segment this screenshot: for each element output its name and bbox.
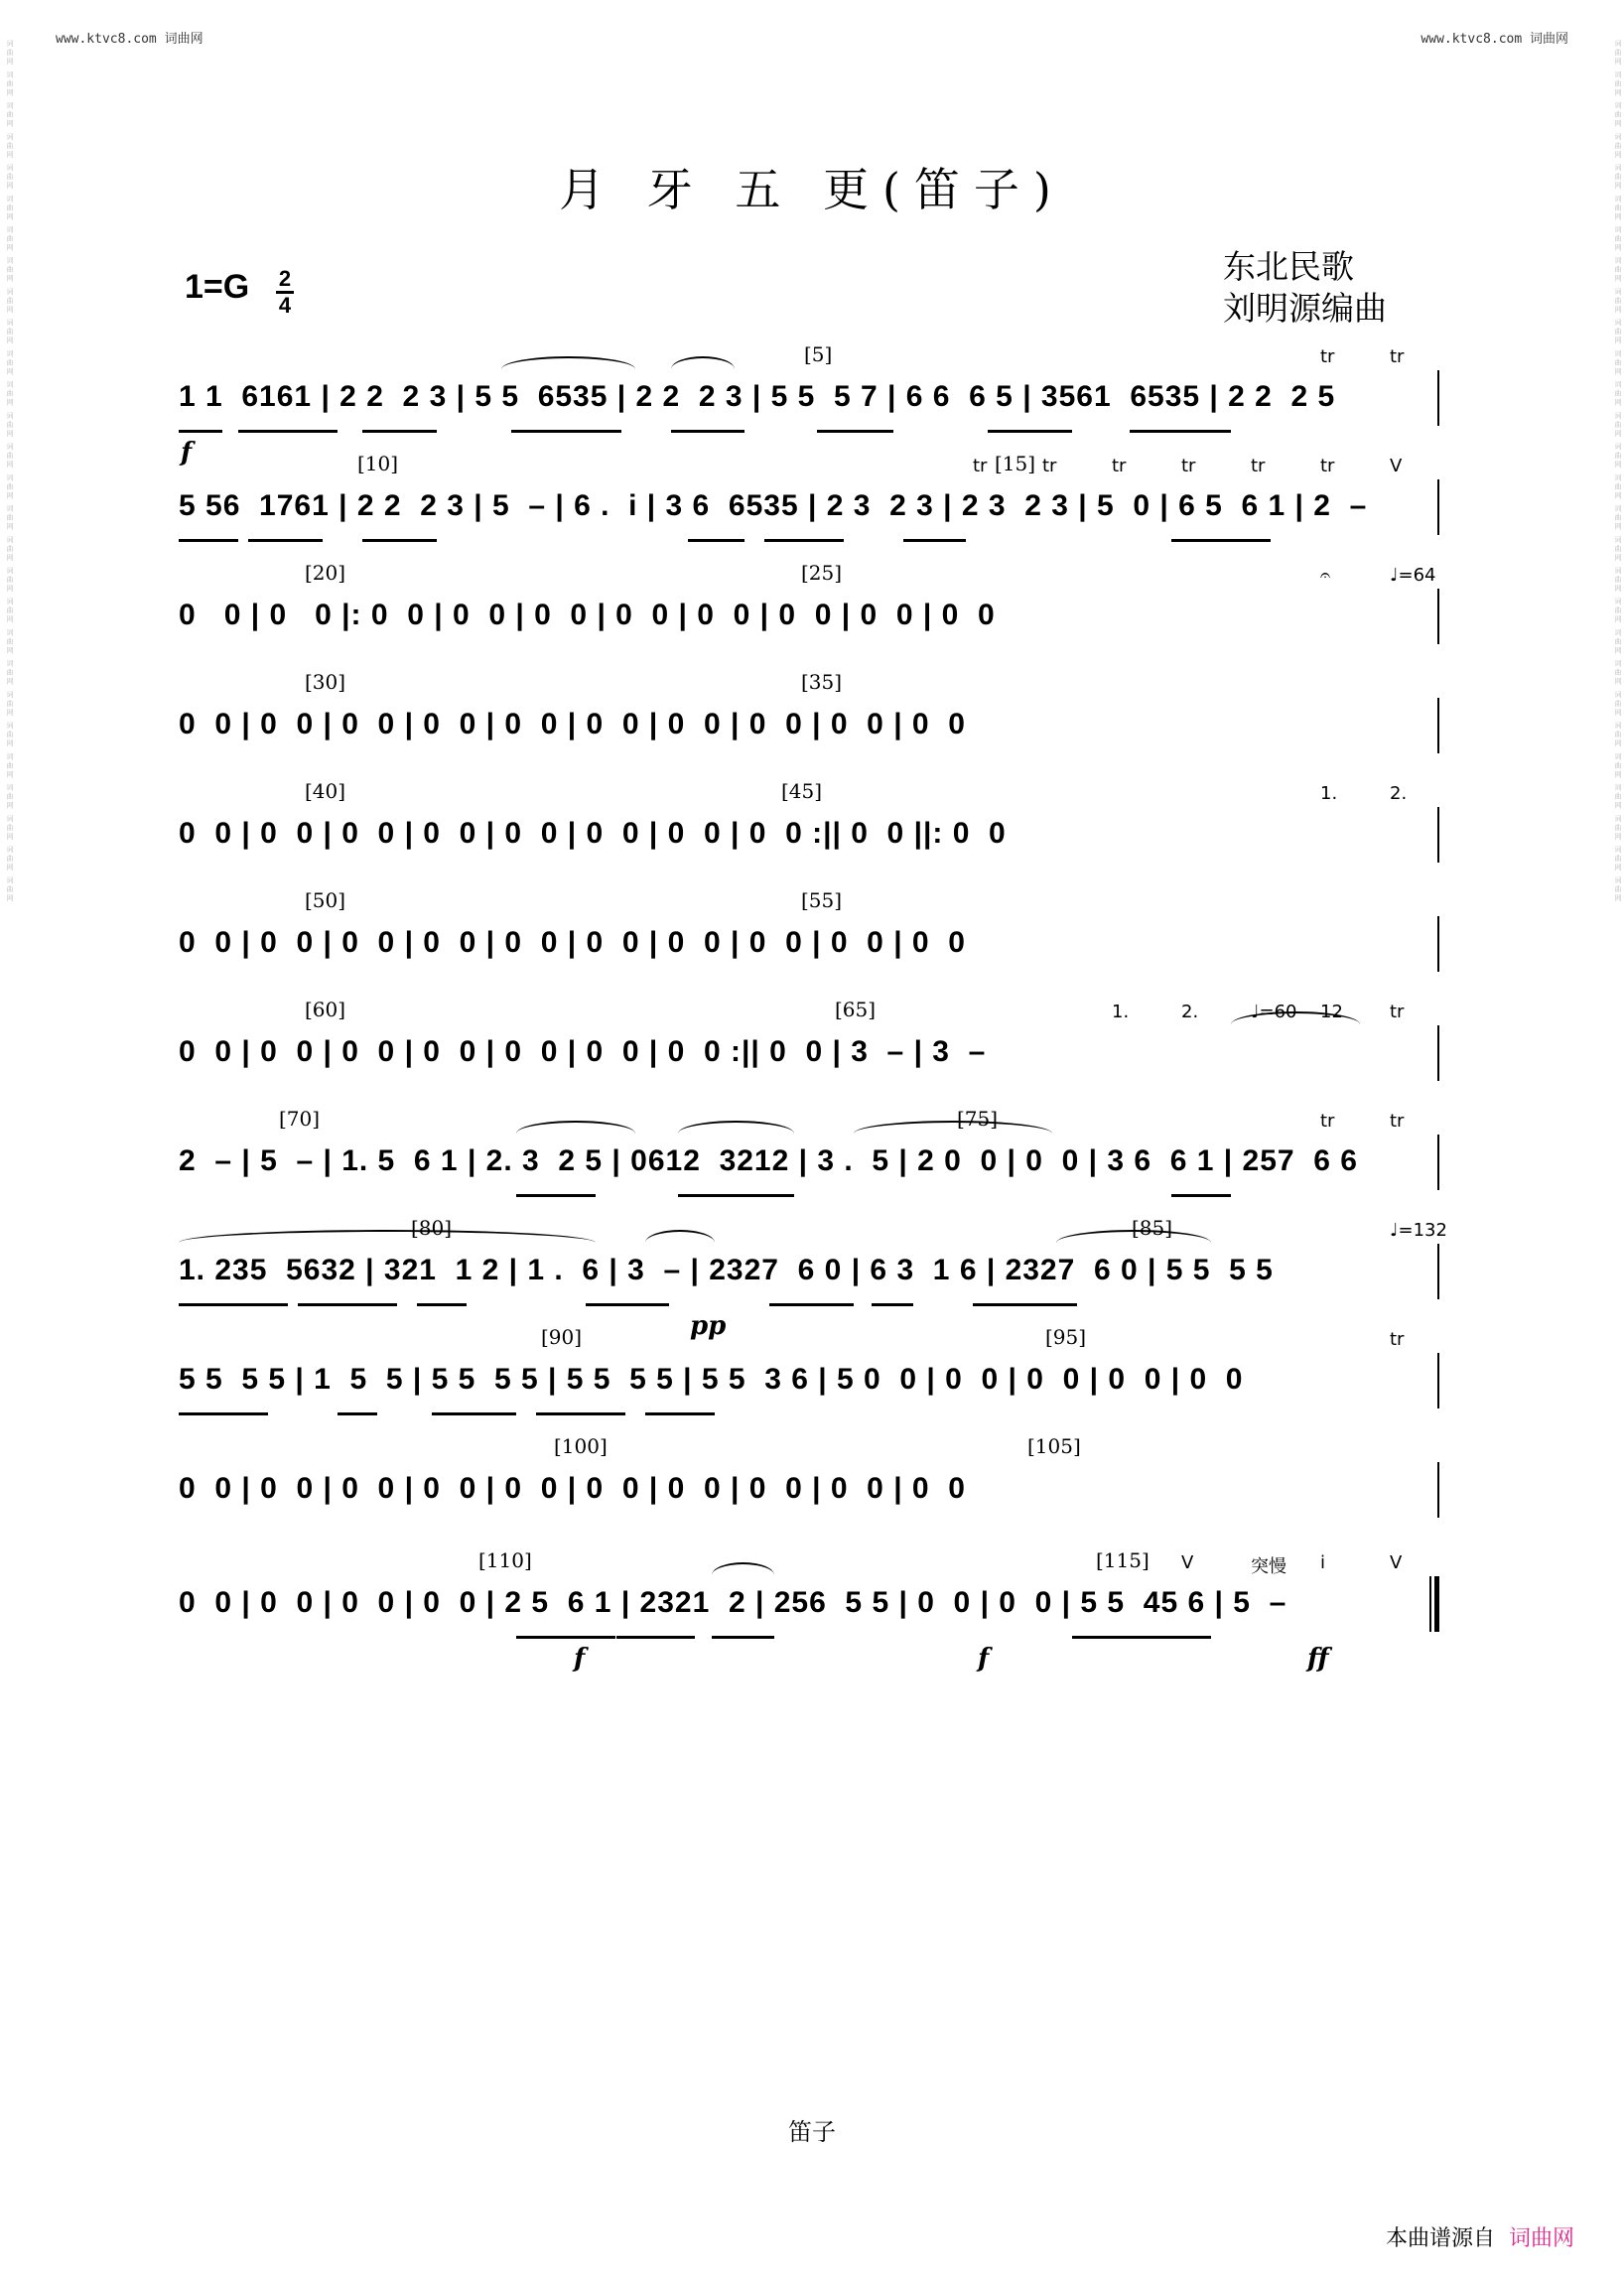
beam-underline [1171, 1194, 1231, 1197]
notes-text: 5 5 5 5 | 1 5 5 | 5 5 5 5 | 5 5 5 5 | 5 5 3 6 | 5 0 0 | 0 0 | 0 0 | 0 0 | 0 0 [179, 1363, 1244, 1396]
performance-mark: tr [1251, 456, 1266, 476]
performance-mark: ♩=132 [1390, 1220, 1447, 1241]
notes-text: 0 0 | 0 0 |: 0 0 | 0 0 | 0 0 | 0 0 | 0 0 | 0 0 | 0 0 | 0 0 [179, 599, 996, 631]
measure-number: [20] [305, 561, 346, 585]
score-line [179, 452, 1439, 561]
measure-number: [115] [1096, 1548, 1150, 1572]
slur [645, 1230, 715, 1256]
measure-number: [45] [781, 779, 823, 803]
measure-number: [75] [957, 1107, 999, 1131]
beam-underline [511, 430, 621, 433]
notes-text: 0 0 | 0 0 | 0 0 | 0 0 | 0 0 | 0 0 | 0 0 | 0 0 | 0 0 | 0 0 [179, 926, 966, 959]
beam-underline [362, 430, 437, 433]
credits [1223, 246, 1387, 330]
line-end-barline [1437, 1462, 1439, 1518]
beam-underline [678, 1194, 794, 1197]
line-end-barline [1437, 1244, 1439, 1299]
side-watermark-left: 词曲网 词曲网 词曲网 词曲网 词曲网 词曲网 词曲网 词曲网 词曲网 词曲网 词曲网 词曲网 词曲网 词曲网 词曲网 词曲网 词曲网 词曲网 词曲网 词曲网 词曲网 词曲网 词曲网 词曲网 词曲网 词曲网 词曲网 词曲网 [6, 40, 14, 904]
measure-number: [90] [541, 1325, 583, 1349]
measure-number: [85] [1132, 1216, 1173, 1240]
footer-instrument: 笛子 [788, 2118, 836, 2146]
time-signature-bottom: 4 [278, 293, 292, 318]
beam-underline [769, 1303, 854, 1306]
line-end-barline [1437, 1353, 1439, 1408]
measure-number: [105] [1027, 1434, 1081, 1458]
side-watermark-right: 词曲网 词曲网 词曲网 词曲网 词曲网 词曲网 词曲网 词曲网 词曲网 词曲网 词曲网 词曲网 词曲网 词曲网 词曲网 词曲网 词曲网 词曲网 词曲网 词曲网 词曲网 词曲网 词曲网 词曲网 词曲网 词曲网 词曲网 词曲网 [1614, 40, 1622, 904]
performance-mark: tr [1320, 346, 1335, 367]
performance-mark: 1. [1320, 783, 1338, 804]
performance-mark: tr [1112, 456, 1127, 476]
performance-mark: 突慢 [1251, 1556, 1286, 1577]
dynamic-mark: ff [1307, 1644, 1329, 1674]
score-line [179, 779, 1439, 888]
beam-underline [903, 539, 966, 542]
footer-source-label: 本曲谱源自 [1385, 2226, 1495, 2251]
dynamic-mark: f [181, 438, 193, 468]
measure-number: [30] [305, 670, 346, 694]
notes-text: 0 0 | 0 0 | 0 0 | 0 0 | 2 5 6 1 | 2321 2 | 256 5 5 | 0 0 | 0 0 | 5 5 45 6 | 5 – [179, 1586, 1287, 1619]
beam-underline [417, 1303, 467, 1306]
arranger-label: 刘明源编曲 [1223, 289, 1387, 328]
score-title: 月 牙 五 更(笛子) [559, 163, 1065, 216]
score-line [179, 1325, 1439, 1434]
time-signature-top: 2 [278, 266, 292, 291]
score-line [179, 561, 1439, 670]
beam-underline [586, 1303, 669, 1306]
beam-underline [872, 1303, 913, 1306]
performance-mark: 1. [1112, 1002, 1130, 1022]
footer-brand-link[interactable]: 词曲网 [1508, 2226, 1574, 2251]
slur [671, 356, 735, 382]
line-end-barline [1429, 1576, 1439, 1632]
beam-underline [671, 430, 744, 433]
beam-underline [817, 430, 893, 433]
score-line [179, 1548, 1439, 1674]
slur [712, 1562, 774, 1588]
slur [854, 1121, 1052, 1146]
performance-mark: V [1181, 1552, 1194, 1573]
notes-text: 2 – | 5 – | 1. 5 6 1 | 2. 3 2 5 | 0612 3212 | 3 . 5 | 2 0 0 | 0 0 | 3 6 6 1 | 257 6 6 [179, 1144, 1358, 1177]
slur [1231, 1011, 1360, 1037]
measure-number: [80] [411, 1216, 453, 1240]
notes-text: 0 0 | 0 0 | 0 0 | 0 0 | 0 0 | 0 0 | 0 0 | 0 0 | 0 0 | 0 0 [179, 1472, 966, 1505]
measure-number: [15] [995, 452, 1036, 475]
score-line [179, 670, 1439, 779]
measure-number: [95] [1045, 1325, 1087, 1349]
line-end-barline [1437, 1135, 1439, 1190]
beam-underline [432, 1412, 516, 1415]
notes-text: 1 1 6161 | 2 2 2 3 | 5 5 6535 | 2 2 2 3 | 5 5 5 7 | 6 6 6 5 | 3561 6535 | 2 2 2 5 [179, 380, 1336, 413]
beam-underline [536, 1412, 625, 1415]
beam-underline [645, 1412, 715, 1415]
performance-mark: tr [1320, 1111, 1335, 1132]
measure-number: [70] [279, 1107, 321, 1131]
notes-text: 5 56 1761 | 2 2 2 3 | 5 – | 6 . i | 3 6 6535 | 2 3 2 3 | 2 3 2 3 | 5 0 | 6 5 6 1 | 2 – [179, 489, 1368, 522]
measure-number: [55] [801, 888, 843, 912]
beam-underline [1171, 539, 1271, 542]
measure-number: [35] [801, 670, 843, 694]
beam-underline [298, 1303, 397, 1306]
performance-mark: tr [1390, 1329, 1405, 1350]
line-end-barline [1437, 589, 1439, 644]
performance-mark: tr [1390, 346, 1405, 367]
performance-mark: 𝄐 [1320, 565, 1331, 586]
score-line [179, 998, 1439, 1107]
measure-number: [60] [305, 998, 346, 1021]
dynamic-mark: pp [690, 1311, 727, 1341]
performance-mark: tr [1320, 456, 1335, 476]
beam-underline [1072, 1636, 1211, 1639]
performance-mark: V [1390, 1552, 1403, 1573]
beam-underline [973, 1303, 1077, 1306]
beam-underline [179, 539, 238, 542]
slur [501, 356, 635, 382]
dynamic-mark: f [574, 1644, 586, 1674]
performance-mark: ♩=60 [1251, 1002, 1297, 1022]
footer-source [1386, 2221, 1574, 2252]
measure-number: [65] [835, 998, 877, 1021]
beam-underline [764, 539, 844, 542]
key-signature: 1=G [185, 268, 250, 306]
score-line [179, 1434, 1439, 1543]
line-end-barline [1437, 1025, 1439, 1081]
beam-underline [179, 1412, 268, 1415]
measure-number: [5] [804, 342, 833, 366]
line-end-barline [1437, 916, 1439, 972]
performance-mark: tr [973, 456, 988, 476]
performance-mark: 2. [1390, 783, 1408, 804]
measure-number: [25] [801, 561, 843, 585]
performance-mark: V [1390, 456, 1403, 476]
performance-mark: tr [1181, 456, 1196, 476]
beam-underline [712, 1636, 774, 1639]
score-line [179, 1107, 1439, 1216]
line-end-barline [1437, 479, 1439, 535]
notes-text: 1. 235 5632 | 321 1 2 | 1 . 6 | 3 – | 2327 6 0 | 6 3 1 6 | 2327 6 0 | 5 5 5 5 [179, 1254, 1274, 1286]
beam-underline [248, 539, 323, 542]
beam-underline [688, 539, 744, 542]
measure-number: [40] [305, 779, 346, 803]
beam-underline [238, 430, 338, 433]
performance-mark: tr [1390, 1002, 1405, 1022]
line-end-barline [1437, 698, 1439, 753]
slur [1056, 1230, 1211, 1256]
beam-underline [616, 1636, 695, 1639]
line-end-barline [1437, 807, 1439, 863]
beam-underline [179, 430, 222, 433]
performance-mark: ♩=64 [1390, 565, 1436, 586]
dynamic-mark: f [978, 1644, 990, 1674]
performance-mark: 12 [1320, 1002, 1343, 1022]
measure-number: [10] [357, 452, 399, 475]
slur [179, 1230, 596, 1256]
performance-mark: i [1320, 1552, 1326, 1573]
measure-number: [110] [478, 1548, 532, 1572]
notes-text: 0 0 | 0 0 | 0 0 | 0 0 | 0 0 | 0 0 | 0 0 | 0 0 :|| 0 0 ||: 0 0 [179, 817, 1007, 850]
beam-underline [516, 1194, 596, 1197]
origin-label: 东北民歌 [1223, 247, 1354, 286]
performance-mark: 2. [1181, 1002, 1199, 1022]
slur [516, 1121, 635, 1146]
beam-underline [362, 539, 437, 542]
beam-underline [179, 1303, 288, 1306]
beam-underline [1130, 430, 1231, 433]
beam-underline [516, 1636, 615, 1639]
beam-underline [338, 1412, 377, 1415]
score-line [179, 888, 1439, 998]
time-signature [276, 268, 294, 317]
beam-underline [988, 430, 1072, 433]
performance-mark: tr [1390, 1111, 1405, 1132]
performance-mark: tr [1042, 456, 1057, 476]
line-end-barline [1437, 370, 1439, 426]
slur [678, 1121, 794, 1146]
header-left-watermark: www.ktvc8.com 词曲网 [56, 32, 203, 47]
notes-text: 0 0 | 0 0 | 0 0 | 0 0 | 0 0 | 0 0 | 0 0 | 0 0 | 0 0 | 0 0 [179, 708, 966, 740]
measure-number: [100] [554, 1434, 608, 1458]
measure-number: [50] [305, 888, 346, 912]
header-right-watermark: www.ktvc8.com 词曲网 [1421, 32, 1568, 47]
notes-text: 0 0 | 0 0 | 0 0 | 0 0 | 0 0 | 0 0 | 0 0 :|| 0 0 | 3 – | 3 – [179, 1035, 987, 1068]
